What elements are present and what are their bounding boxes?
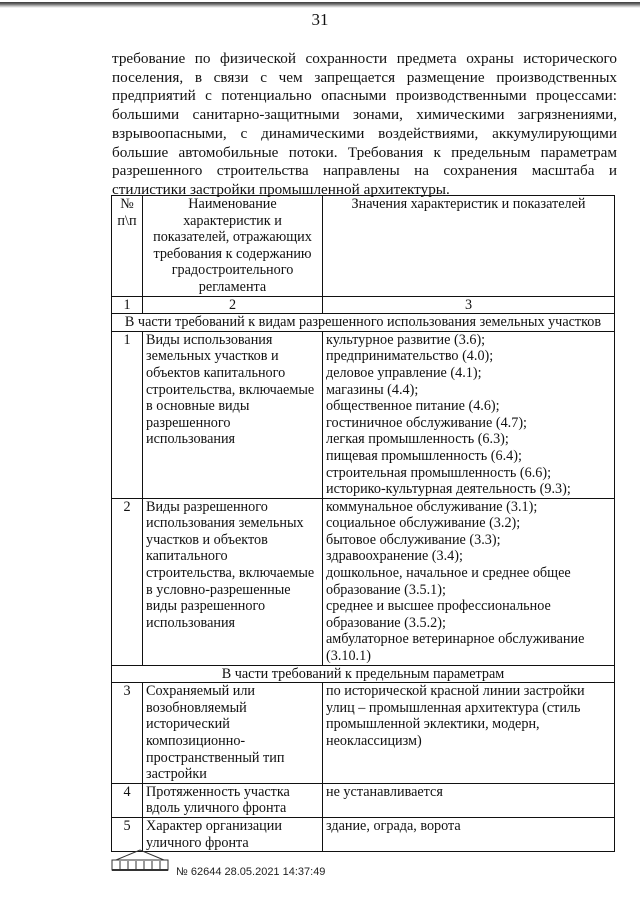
table-row [112,683,615,784]
column-number-3: 3 [323,296,615,314]
row-index: 5 [112,817,143,851]
header-values: Значения характеристик и показателей [323,196,615,297]
value-item: амбулаторное ветеринарное обслуживание (3.10.1) [326,631,585,665]
value-item: гостиничное обслуживание (4.7); [326,414,527,431]
table-row [112,331,615,498]
section-row [112,314,615,332]
intro-line: поселения, в связи с чем запрещается размещение производственных [112,68,617,86]
intro-line: взрывоопасными, с динамическими воздействиями, аккумулирующими [112,124,617,142]
value-item: бытовое обслуживание (3.3); [326,531,501,548]
value-item: легкая промышленность (6.3); [326,431,509,448]
value-item: магазины (4.4); [326,381,419,398]
value-item: социальное обслуживание (3.2); [326,515,521,532]
regulation-table [111,195,615,852]
value-item: здравоохранение (3.4); [326,548,463,565]
value-item: историко-культурная деятельность (9.3); [326,481,571,498]
row-index: 1 [112,331,143,498]
row-index: 4 [112,783,143,817]
value-item: общественное питание (4.6); [326,398,500,415]
header-number: № п\п [112,196,143,297]
value-item: среднее и высшее профессиональное образование (3.5.2); [326,598,551,631]
row-value: не устанавливается [323,783,615,817]
row-values [323,498,615,665]
column-number-1: 1 [112,296,143,314]
value-item: деловое управление (4.1); [326,364,482,381]
column-number-2: 2 [143,296,323,314]
intro-line: предприятий с потенциально опасными производственными процессами: [112,87,617,105]
scan-top-edge [0,2,640,8]
registry-building-logo [110,846,170,872]
value-item: пищевая промышленность (6.4); [326,447,522,464]
section-title-parameters: В части требований к предельным параметрам [112,665,615,683]
row-value: здание, ограда, ворота [323,817,615,851]
row-name: Протяженность участка вдоль уличного фронта [143,783,323,817]
row-values [323,331,615,498]
document-registration-id: № 62644 28.05.2021 14:37:49 [176,866,326,878]
value-item: культурное развитие (3.6); [326,331,486,348]
value-item: предпринимательство (4.0); [326,348,494,365]
value-item: дошкольное, начальное и среднее общее образование (3.5.1); [326,565,571,598]
page-number: 31 [311,10,329,29]
intro-line: разрешенного строительства направлены на сохранения масштаба и [112,162,617,180]
table-row [112,783,615,817]
row-name: Характер организации уличного фронта [143,817,323,851]
section-row [112,665,615,683]
row-value: по исторической красной линии застройки улиц – промышленная архитектура (стиль промышленной эклектики, модерн, неоклассицизм) [323,683,615,784]
intro-line: требование по физической сохранности предмета охраны исторического [112,50,617,67]
value-item: коммунальное обслуживание (3.1); [326,498,538,515]
intro-line: стилистики застройки промышленной архитектуры. [112,180,450,198]
header-name: Наименование характеристик и показателей, отражающих требования к содержанию градостроительного регламента [143,196,323,297]
table-row [112,817,615,851]
value-item: строительная промышленность (6.6); [326,464,552,481]
intro-line: большие автомобильные потоки. Требования к предельным параметрам [112,143,617,161]
section-title-permitted-use: В части требований к видам разрешенного использования земельных участков [112,314,615,332]
row-name: Сохраняемый или возобновляемый исторический композиционно-пространственный тип застройки [143,683,323,784]
table-header-row [112,196,615,297]
row-name: Виды использования земельных участков и объектов капитального строительства, включаемые в основные виды разрешенного использования [143,331,323,498]
row-index: 3 [112,683,143,784]
table-row [112,498,615,665]
column-numbering-row [112,296,615,314]
intro-line: большими санитарно-защитными зонами, химическими загрязнениями, [112,106,617,124]
row-name: Виды разрешенного использования земельных участков и объектов капитального строительства, включаемые в условно-разрешенные виды разрешенного использования [143,498,323,665]
intro-paragraph [112,50,617,200]
row-index: 2 [112,498,143,665]
